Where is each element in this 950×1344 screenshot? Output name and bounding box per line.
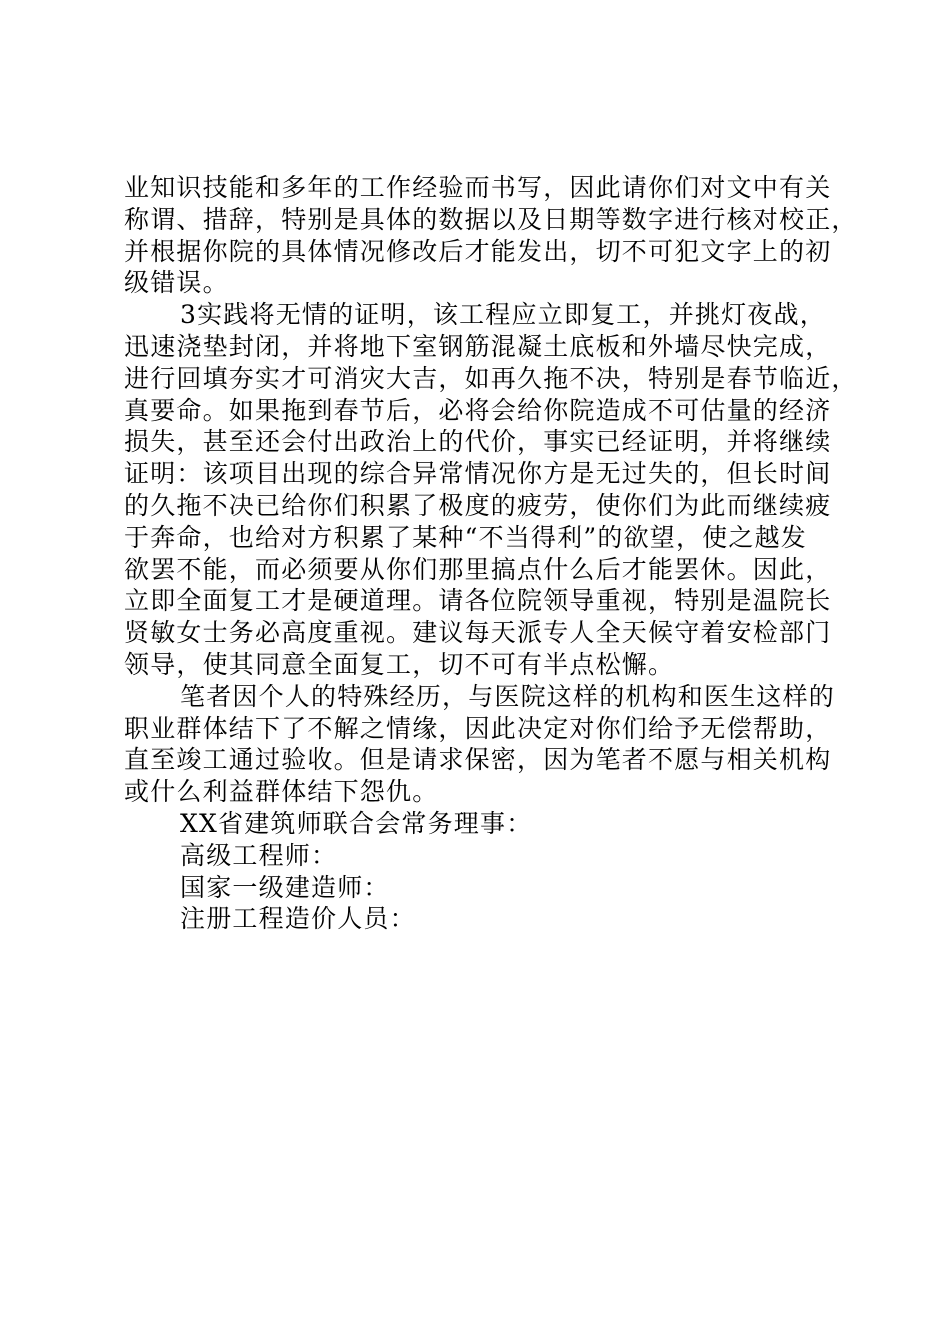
text-line: 贤敏女士务必高度重视。建议每天派专人全天候守着安检部门 [124,618,832,648]
document-body [124,172,858,935]
text-line: 于奔命，也给对方积累了某种“不当得利”的欲望，使之越发 [124,522,807,552]
text-line: 立即全面复工才是硬道理。请各位院领导重视，特别是温院长 [124,586,832,616]
text-line: 损失，甚至还会付出政治上的代价，事实已经证明，并将继续 [124,427,832,457]
text-line: 称谓、措辞，特别是具体的数据以及日期等数字进行核对校正， [124,204,858,234]
text-line: 迅速浇垫封闭，并将地下室钢筋混凝土底板和外墙尽快完成， [124,331,832,361]
signature-title-line: 高级工程师： [180,840,338,870]
text-line: 进行回填夯实才可消灾大吉，如再久拖不决，特别是春节临近， [124,363,858,393]
text-line: 并根据你院的具体情况修改后才能发出，切不可犯文字上的初 [124,236,832,266]
text-line: 证明：该项目出现的综合异常情况你方是无过失的，但长时间 [124,459,832,489]
paragraph-first-line: 3实践将无情的证明，该工程应立即复工，并挑灯夜战， [180,300,826,330]
text-line: 直至竣工通过验收。但是请求保密，因为笔者不愿与相关机构 [124,745,832,775]
text-line: 欲罢不能，而必须要从你们那里搞点什么后才能罢休。因此， [124,554,832,584]
paragraph-first-line: 笔者因个人的特殊经历，与医院这样的机构和医生这样的 [180,681,836,711]
text-line: 或什么利益群体结下怨仇。 [124,777,439,807]
text-line: 真要命。如果拖到春节后，必将会给你院造成不可估量的经济 [124,395,832,425]
text-line: 业知识技能和多年的工作经验而书写，因此请你们对文中有关 [124,173,832,202]
signature-title-line: 注册工程造价人员： [180,904,416,934]
text-line: 级错误。 [124,268,229,298]
signature-title-line: XX省建筑师联合会常务理事： [180,808,533,838]
text-line: 的久拖不决已给你们积累了极度的疲劳，使你们为此而继续疲 [124,490,832,520]
signature-title-line: 国家一级建造师： [180,872,390,902]
text-line: 领导，使其同意全面复工，切不可有半点松懈。 [124,649,675,679]
text-line: 职业群体结下了不解之情缘，因此决定对你们给予无偿帮助， [124,713,832,743]
